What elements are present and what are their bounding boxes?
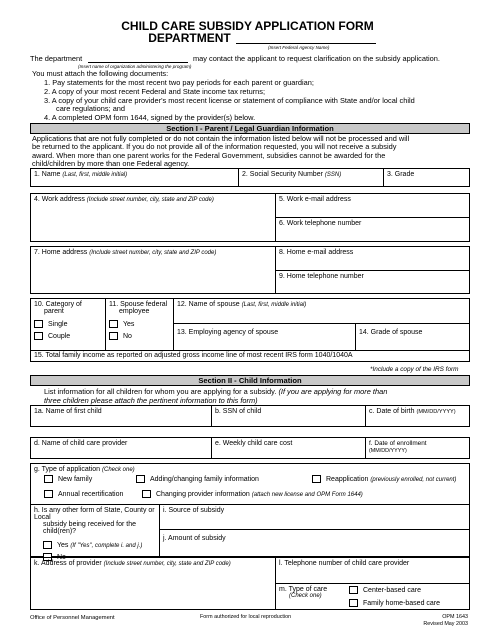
field-work-email-label: 5. Work e-mail address [279,196,351,203]
footer-form-number: OPM 1643 [442,614,468,620]
center-based-label: Center-based care [363,586,421,594]
section2-intro-text: List information for all children for whom you are applying for a subsidy. [44,387,277,396]
section1-header: Section I - Parent / Legal Guardian Information [30,123,470,134]
reapplication-checkbox[interactable] [312,475,321,483]
attach-item: 1. Pay statements for the most recent two pay periods for each parent or guardian; [44,78,314,87]
center-based-option[interactable] [349,586,421,594]
subsidy-no-label: No [57,553,66,561]
intro-left: The department [30,54,83,63]
annual-label: Annual recertification [58,490,124,498]
adding-option[interactable] [136,475,259,483]
field-provider-name[interactable] [30,437,212,459]
field-name[interactable] [30,168,239,187]
center-based-checkbox[interactable] [349,586,358,594]
care-type-label: m. Type of care [279,586,328,593]
other-subsidy-label-1: h. Is any other form of State, County or Local [34,507,155,521]
field-work-address-label: 4. Work address [34,196,85,203]
care-type-hint: (Check one) [289,593,322,599]
attach-item: 2. A copy of your most recent Federal and State income tax returns; [44,87,266,96]
subsidy-amount-label: j. Amount of subsidy [163,535,226,542]
single-label: Single [48,320,68,328]
form-title: CHILD CARE SUBSIDY APPLICATION FORM [121,19,374,33]
family-based-option[interactable] [349,599,440,607]
child-ssn-label: b. SSN of child [215,408,262,415]
field-child-name[interactable] [30,405,212,427]
app-type-label: g. Type of application [34,466,101,473]
section2-header: Section II - Child Information [30,375,470,386]
field-spouse-agency[interactable] [173,323,356,351]
annual-option[interactable] [44,490,123,498]
section2-intro-italic: (If you are applying for more than [278,387,388,396]
field-application-type [30,463,470,505]
footer-agency: Office of Personnel Management [30,615,115,621]
intro-right: may contact the applicant to request clarification on the subsidy application. [193,54,440,63]
single-checkbox[interactable] [34,320,43,328]
field-work-address-hint: (Include street number, city, state and ZIP code) [86,197,214,203]
adding-checkbox[interactable] [136,475,145,483]
family-based-label: Family home-based care [363,599,441,607]
attach-item: care regulations; and [56,104,126,113]
footer-reproduction: Form authorized for local reproduction [200,614,292,620]
field-home-email-label: 8. Home e-mail address [279,249,354,256]
field-child-dob[interactable] [365,405,470,427]
organization-line[interactable] [88,62,188,63]
field-grade[interactable] [383,168,470,187]
field-spouse-federal [105,298,174,351]
field-ssn-label: 2. Social Security Number [242,171,323,178]
department-label: DEPARTMENT [148,31,231,45]
app-type-hint: (Check one) [101,467,135,473]
section1-notice: be returned to the applicant. If you do not provide all of the information requested, you will not receive a subsidy [32,142,397,151]
spouse-grade-label: 14. Grade of spouse [359,329,423,336]
field-category-parent [30,298,106,351]
change-provider-label: Changing provider information [156,490,250,498]
provider-address-label: k. Address of provider [34,560,102,567]
attach-item: 3. A copy of your child care provider's most recent license or statement of compliance with State and/or local child [44,96,415,105]
field-grade-label: 3. Grade [387,171,415,178]
department-note: (Insert Federal Agency Name) [268,45,330,50]
irs-note: *Include a copy of the IRS form [370,366,459,373]
spouse-federal-label-2: employee [119,308,150,315]
field-home-phone[interactable] [275,270,470,294]
field-work-phone-label: 6. Work telephone number [279,220,362,227]
spouse-agency-label: 13. Employing agency of spouse [177,329,279,336]
department-name-line[interactable] [236,43,376,44]
field-name-label: 1. Name [34,171,61,178]
weekly-cost-label: e. Weekly child care cost [215,440,293,447]
field-work-email[interactable] [275,193,470,218]
subsidy-yes-label: Yes [57,541,69,549]
field-ssn-hint: (SSN) [324,172,342,178]
field-home-address-hint: (Include street number, city, state and ZIP code) [89,250,217,256]
spouse-no-label: No [123,332,132,340]
spouse-name-label: 12. Name of spouse [177,301,240,308]
new-family-checkbox[interactable] [44,475,53,483]
field-weekly-cost[interactable] [211,437,366,459]
field-name-hint: (Last, first, middle initial) [62,172,128,178]
new-family-label: New family [58,475,93,483]
couple-checkbox[interactable] [34,332,43,340]
family-based-checkbox[interactable] [349,599,358,607]
provider-address-hint: (Include street number, city, state and ZIP code) [103,561,231,567]
subsidy-source-label: i. Source of subsidy [163,507,225,514]
category-label-1: 10. Category of [34,301,82,308]
field-subsidy-amount[interactable] [159,529,470,557]
field-family-income[interactable] [30,350,470,362]
other-subsidy-label-2: subsidy being received for the child(ren)? [43,521,136,535]
section2-intro [44,387,387,396]
subsidy-yes-hint: (If "Yes", complete i. and j.) [70,542,143,549]
new-family-option[interactable] [44,475,92,483]
field-provider-address[interactable] [30,557,276,610]
enrollment-date-hint: (MM/DD/YYYY) [369,448,407,454]
field-home-address-label: 7. Home address [34,249,88,256]
reapplication-hint: (previously enrolled, not current) [370,476,457,483]
footer-revision: Revised May 2003 [423,621,468,627]
field-other-subsidy [30,504,160,561]
spouse-federal-label-1: 11. Spouse federal [109,301,168,308]
provider-name-label: d. Name of child care provider [34,440,128,447]
field-spouse-name[interactable] [173,298,470,324]
couple-label: Couple [48,332,71,340]
child-dob-hint: (MM/DD/YYYY) [416,409,456,415]
section1-notice: award. When more than one parent works for the Federal Government, subsidies cannot be awarded for the [32,151,386,160]
category-label-2: parent [44,308,64,315]
field-work-phone[interactable] [275,217,470,242]
subsidy-yes-checkbox[interactable] [43,541,52,549]
enrollment-date-label: f. Date of enrollment [369,440,427,447]
child-name-label: 1a. Name of first child [34,408,102,415]
spouse-yes-label: Yes [123,320,135,328]
attach-heading: You must attach the following documents: [32,69,169,78]
spouse-no-checkbox[interactable] [109,332,118,340]
field-subsidy-source[interactable] [159,504,470,530]
spouse-yes-checkbox[interactable] [109,320,118,328]
change-provider-option[interactable] [142,490,363,498]
reapplication-label: Reapplication [326,475,369,483]
field-child-ssn[interactable] [211,405,366,427]
child-dob-label: c. Date of birth [369,408,415,415]
annual-checkbox[interactable] [44,490,53,498]
attach-item: 4. A completed OPM form 1644, signed by the provider(s) below. [44,113,256,122]
change-provider-checkbox[interactable] [142,490,151,498]
field-ssn[interactable] [238,168,384,187]
reapplication-option[interactable] [312,475,456,483]
section1-notice: child/children by more than one Federal agency. [32,159,190,168]
section2-intro-2: three children please attach the pertinent information to this form) [44,396,258,405]
field-work-address[interactable] [30,193,276,242]
field-enrollment-date[interactable] [365,437,470,459]
field-home-email[interactable] [275,246,470,271]
field-provider-phone[interactable] [275,557,470,584]
adding-label: Adding/changing family information [150,475,259,483]
change-provider-hint: (attach new license and OPM Form 1644) [251,491,363,498]
section1-notice: Applications that are not fully completed or do not contain the information listed below will not be processed and will [32,134,410,143]
spouse-name-hint: (Last, first, middle initial) [241,302,307,308]
field-spouse-grade[interactable] [355,323,470,351]
field-home-phone-label: 9. Home telephone number [279,273,364,280]
provider-phone-label: l. Telephone number of child care provider [279,560,410,567]
organization-note: (Insert name of organization administering the program) [78,64,192,69]
field-home-address[interactable] [30,246,276,294]
family-income-label: 15. Total family income as reported on adjusted gross income line of most recent IRS form 1040/1040A [34,352,353,359]
